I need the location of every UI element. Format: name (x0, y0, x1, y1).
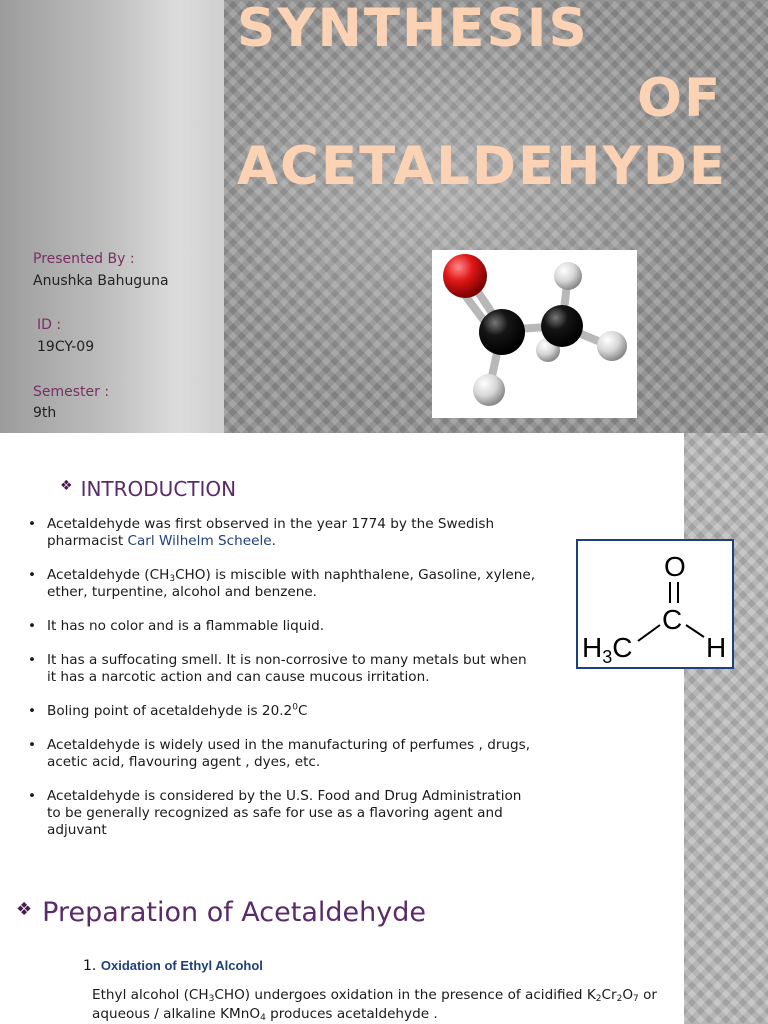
list-item (28, 516, 538, 550)
bullet-dot-icon: • (28, 788, 37, 804)
preparation-heading-text: Preparation of Acetaldehyde (42, 897, 426, 928)
bullet-text: Acetaldehyde (CH (47, 567, 170, 583)
bullet-dot-icon: • (28, 567, 37, 583)
bullet-text: Acetaldehyde is widely used in the manufacturing of perfumes , drugs, (47, 737, 531, 753)
bullet-dot-icon: • (28, 618, 37, 634)
semester-value: 9th (33, 405, 57, 421)
list-item (28, 788, 538, 839)
list-item (28, 652, 538, 686)
structure-methyl-label: $H_3C$ (582, 632, 633, 667)
bullet-text: It has a suffocating smell. It is non-corrosive to many metals but when it has a narcotic action and can cause mucous irritation. (47, 652, 527, 685)
bullet-text: C (297, 703, 308, 719)
bullet-dot-icon: • (28, 703, 37, 719)
bullet-text: It has no color and is a flammable liquid. (47, 618, 325, 634)
list-item (28, 703, 538, 720)
list-item (28, 618, 538, 635)
diamond-bullet-icon: ❖ (60, 478, 73, 494)
intro-bullet-list (28, 516, 538, 856)
step1-number: 1. (83, 958, 97, 974)
left-panel (0, 0, 224, 433)
title-line-2: OF (637, 68, 723, 129)
semester-label: Semester : (33, 384, 110, 400)
hydrogen-atom (597, 331, 627, 361)
structure-oxygen-label: O (664, 551, 686, 582)
bullet-text: CHO) is miscible with naphthalene, Gasoline, xylene, ether, turpentine, alcohol and benzene. (47, 567, 536, 600)
list-item (28, 737, 538, 771)
diamond-bullet-icon: ❖ (16, 899, 33, 920)
structure-carbon-label: C (662, 604, 683, 635)
step1-heading (83, 958, 263, 974)
presenter-label: Presented By : (33, 251, 135, 267)
single-bond-line (638, 625, 660, 641)
title-slide (0, 0, 768, 433)
bullet-text: acetic acid, flavouring agent , dyes, etc. (47, 754, 321, 770)
scheele-link[interactable]: Carl Wilhelm Scheele (127, 533, 272, 549)
carbon-atom (479, 309, 525, 355)
bullet-text: Acetaldehyde was first observed in the year 1774 by the Swedish pharmacist (47, 516, 495, 549)
subscript: 3 (169, 574, 176, 584)
bullet-dot-icon: • (28, 737, 37, 753)
structure-hydrogen-label: H (706, 632, 727, 663)
single-bond-line (686, 625, 704, 637)
side-strip (684, 433, 768, 1024)
step1-title: Oxidation of Ethyl Alcohol (100, 958, 263, 973)
introduction-heading-text: INTRODUCTION (80, 477, 237, 501)
title-line-1: SYNTHESIS (237, 0, 589, 59)
list-item (28, 567, 538, 601)
hydrogen-atom (473, 374, 505, 406)
preparation-heading (16, 897, 426, 928)
introduction-heading (60, 477, 236, 501)
id-value: 19CY-09 (37, 339, 95, 355)
superscript: 0 (292, 702, 298, 713)
oxygen-atom (443, 254, 487, 298)
bullet-text: Acetaldehyde is considered by the U.S. Food and Drug Administration to be generally recognized as safe for use as a flavoring agent and adjuvant (47, 788, 522, 838)
hydrogen-atom (554, 262, 582, 290)
title-line-3: ACETALDEHYDE (237, 136, 728, 197)
presenter-name: Anushka Bahuguna (33, 273, 169, 289)
molecule-3d-image (432, 250, 637, 418)
carbon-atom (541, 305, 583, 347)
id-label: ID : (37, 317, 62, 333)
acetaldehyde-structure (576, 539, 734, 669)
bullet-dot-icon: • (28, 652, 37, 668)
introduction-slide (0, 433, 768, 1024)
bullet-text: . (271, 533, 276, 549)
bullet-dot-icon: • (28, 516, 37, 532)
bullet-text: Boling point of acetaldehyde is 20.2 (47, 703, 293, 719)
step1-paragraph: Ethyl alcohol $(CH_3CHO)$ undergoes oxidation in the presence of acidified $K_2Cr_2O_7$ or aqueous / alkaline KMnO$_4$ produces acetaldehyde . (92, 987, 658, 1023)
